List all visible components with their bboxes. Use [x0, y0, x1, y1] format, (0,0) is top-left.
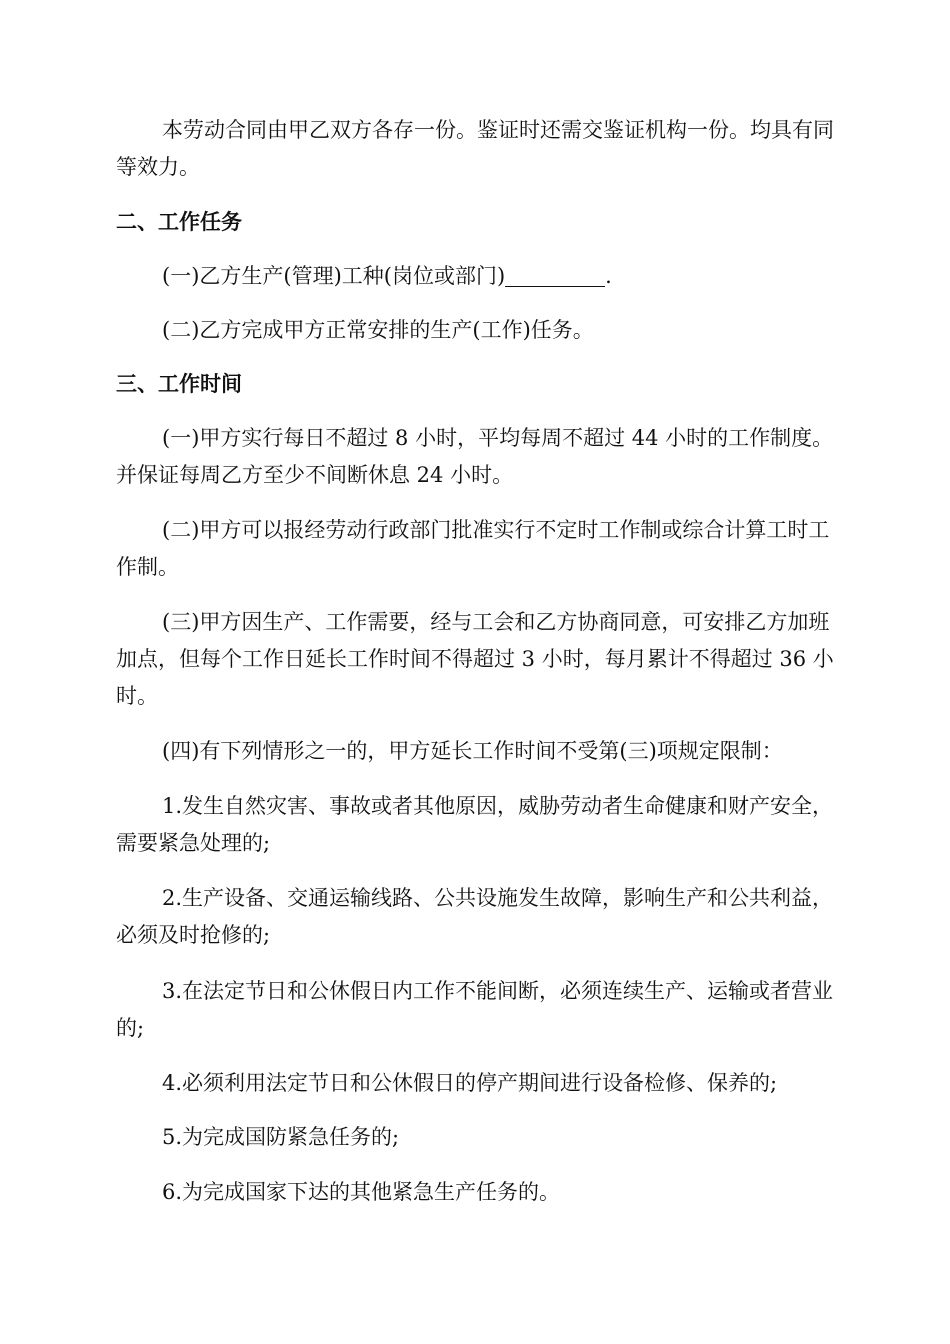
section-heading-work-hours: 三、工作时间	[116, 372, 242, 396]
list-item: 3.在法定节日和公休假日内工作不能间断，必须连续生产、运输或者营业的;	[116, 979, 834, 1040]
work-hours-item-1: (一)甲方实行每日不超过 8 小时，平均每周不超过 44 小时的工作制度。并保证每周乙方至少不间断休息 24 小时。	[116, 426, 834, 487]
list-item: 1.发生自然灾害、事故或者其他原因，威胁劳动者生命健康和财产安全，需要紧急处理的;	[116, 794, 834, 855]
list-item: 5.为完成国防紧急任务的;	[162, 1125, 400, 1149]
work-hours-item-3: (三)甲方因生产、工作需要，经与工会和乙方协商同意，可安排乙方加班加点，但每个工作日延长工作时间不得超过 3 小时，每月累计不得超过 36 小时。	[116, 610, 834, 708]
list-item: 4.必须利用法定节日和公休假日的停产期间进行设备检修、保养的;	[162, 1071, 778, 1095]
work-hours-item-2: (二)甲方可以报经劳动行政部门批准实行不定时工作制或综合计算工时工作制。	[116, 518, 830, 579]
work-task-item-1-end: .	[605, 264, 612, 288]
work-task-item-2: (二)乙方完成甲方正常安排的生产(工作)任务。	[162, 318, 594, 342]
list-item: 2.生产设备、交通运输线路、公共设施发生故障，影响生产和公共利益，必须及时抢修的;	[116, 886, 834, 947]
section-heading-work-tasks: 二、工作任务	[116, 210, 242, 234]
work-task-item-1	[116, 258, 836, 295]
fill-in-blank	[505, 265, 605, 287]
intro-paragraph: 本劳动合同由甲乙双方各存一份。鉴证时还需交鉴证机构一份。均具有同等效力。	[116, 118, 834, 179]
work-hours-item-4: (四)有下列情形之一的，甲方延长工作时间不受第(三)项规定限制：	[162, 739, 783, 763]
work-task-item-1-text: (一)乙方生产(管理)工种(岗位或部门)	[162, 264, 506, 288]
list-item: 6.为完成国家下达的其他紧急生产任务的。	[162, 1180, 561, 1204]
